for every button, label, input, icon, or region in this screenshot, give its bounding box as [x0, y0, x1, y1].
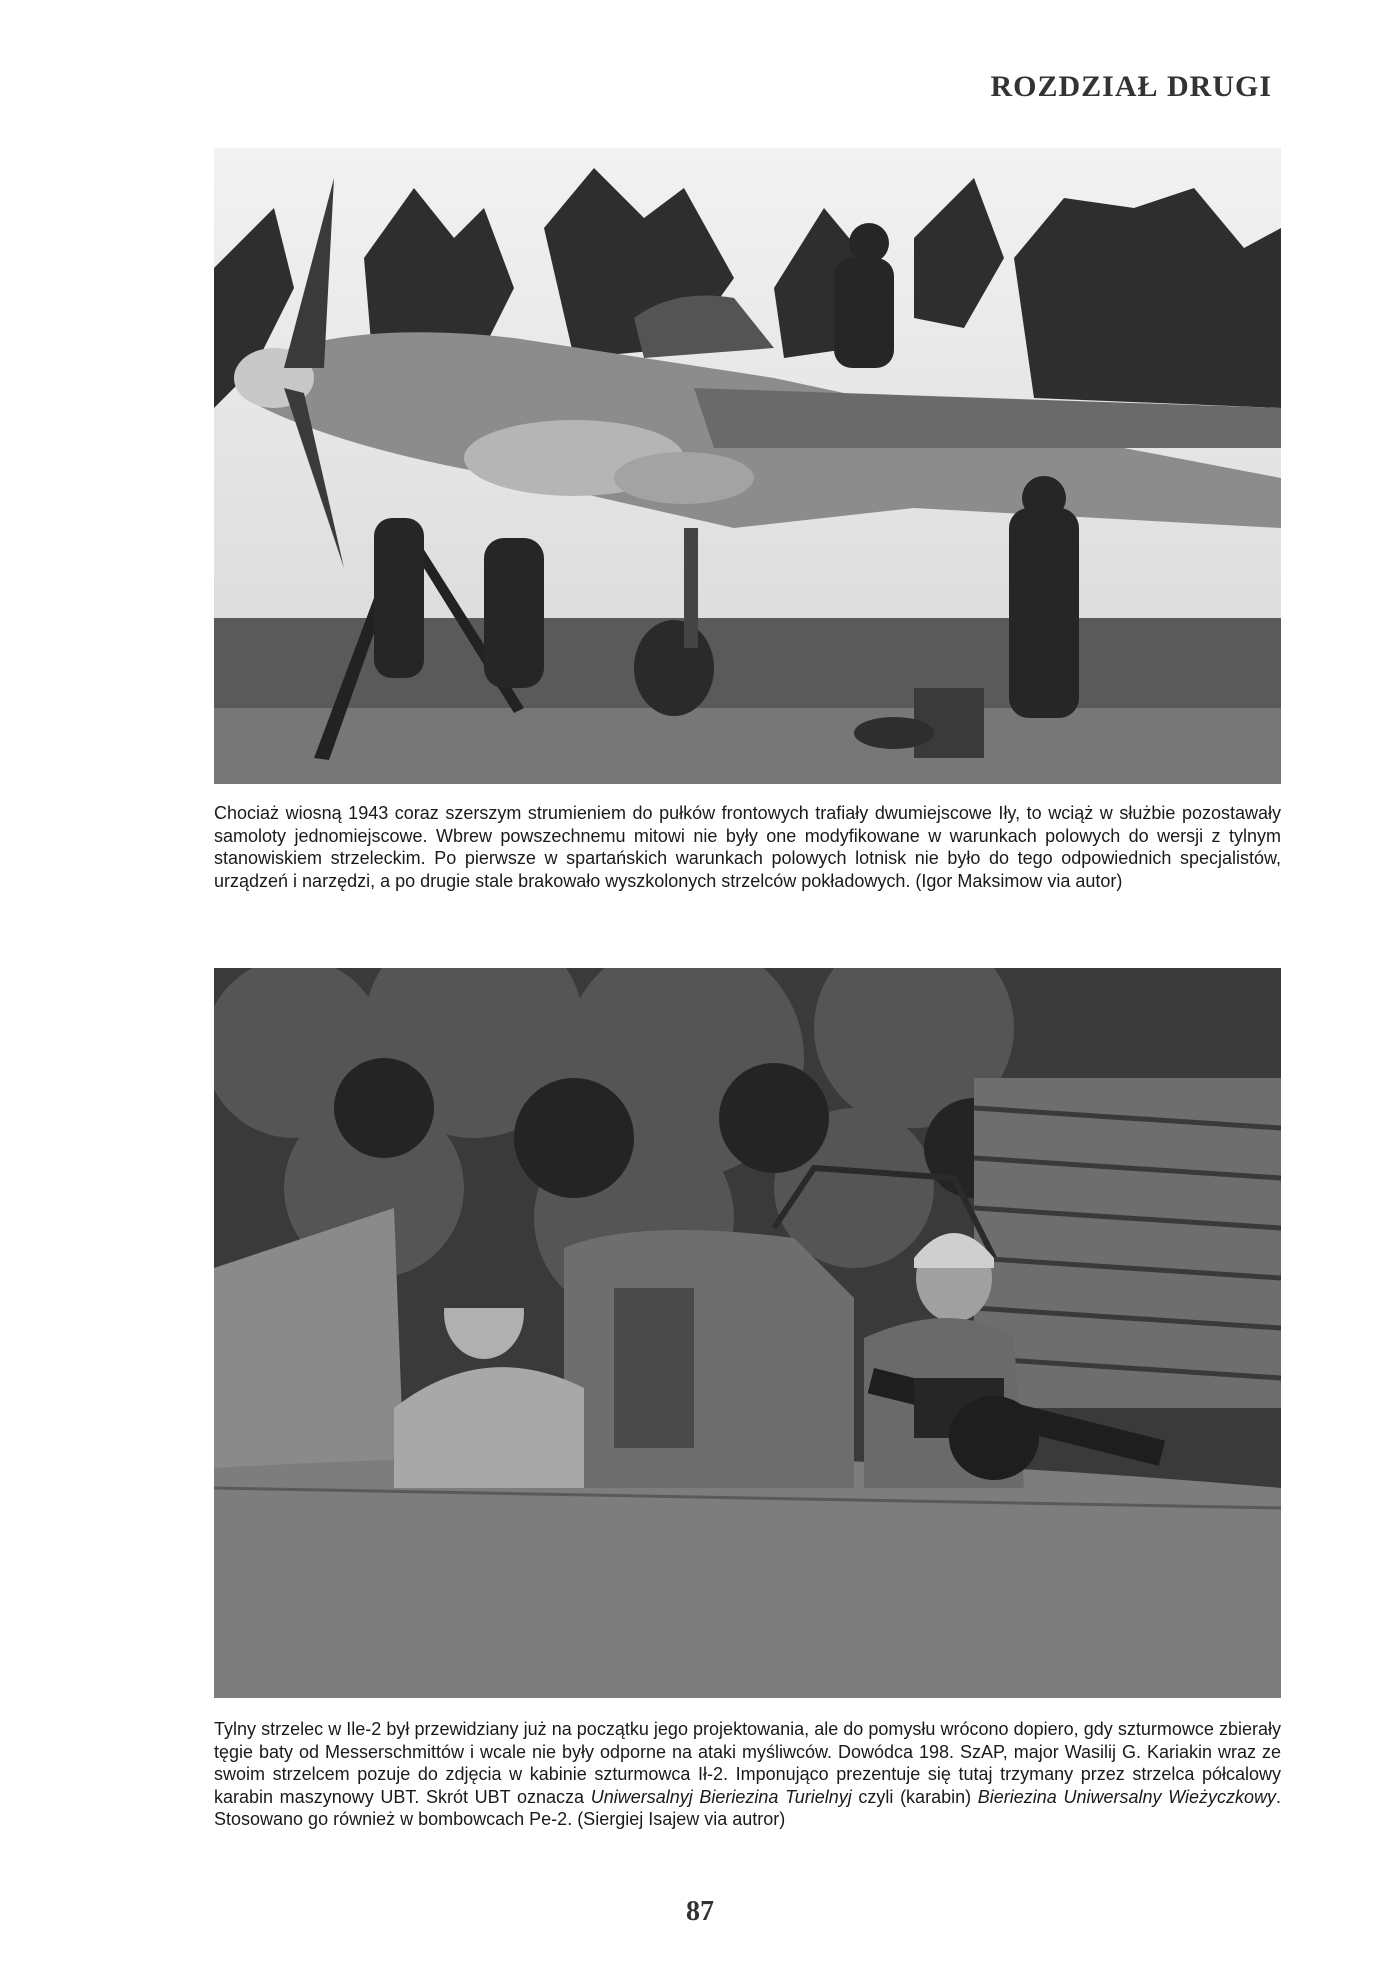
caption-2-text-a: Tylny strzelec w Ile-2 był przewidziany już na początku jego projektowania, ale do pomysłu wrócono dopiero, gdy szturmowce zbierały tęgie baty od Messerschmittów i wcale nie były odporne na ataki myśliwców. Dowódca 198. SzAP, major Wasilij G. Kariakin wraz ze swoim strzelcem pozuje do zdjęcia w kabinie szturmowca Ił-2. Imponująco prezentuje się tutaj trzymany przez strzelca półcalowy karabin maszynowy UBT. Skrót UBT oznacza — [214, 1719, 1281, 1807]
caption-2-text-b: czyli (karabin) — [851, 1786, 978, 1807]
page-number: 87 — [686, 1896, 714, 1927]
photo-aircraft-maintenance — [214, 148, 1281, 784]
photo-pilot-and-gunner — [214, 968, 1281, 1698]
caption-2-text-c: . Stosowano go również w bombowcach Pe-2. (Siergiej Isajew via autror) — [214, 1786, 1281, 1829]
photo-caption-2 — [214, 1718, 1281, 1831]
caption-2-italic-b: Bieriezina Uniwersalny Wieżyczkowy — [977, 1786, 1276, 1807]
chapter-header: ROZDZIAŁ DRUGI — [990, 70, 1272, 103]
photo-caption-1: Chociaż wiosną 1943 coraz szerszym strumieniem do pułków frontowych trafiały dwumiejscowe Iły, to wciąż w służbie pozostawały samoloty jednomiejscowe. Wbrew powszechnemu mitowi nie były one modyfikowane w warunkach polowych do wersji z tylnym stanowiskiem strzeleckim. Po pierwsze w spartańskich warunkach polowych lotnisk nie było do tego odpowiednich specjalistów, urządzeń i narzędzi, a po drugie stale brakowało wyszkolonych strzelców pokładowych. (Igor Maksimow via autor) — [214, 803, 1281, 891]
caption-2-italic-a: Uniwersalnyj Bieriezina Turielnyj — [590, 1786, 852, 1807]
